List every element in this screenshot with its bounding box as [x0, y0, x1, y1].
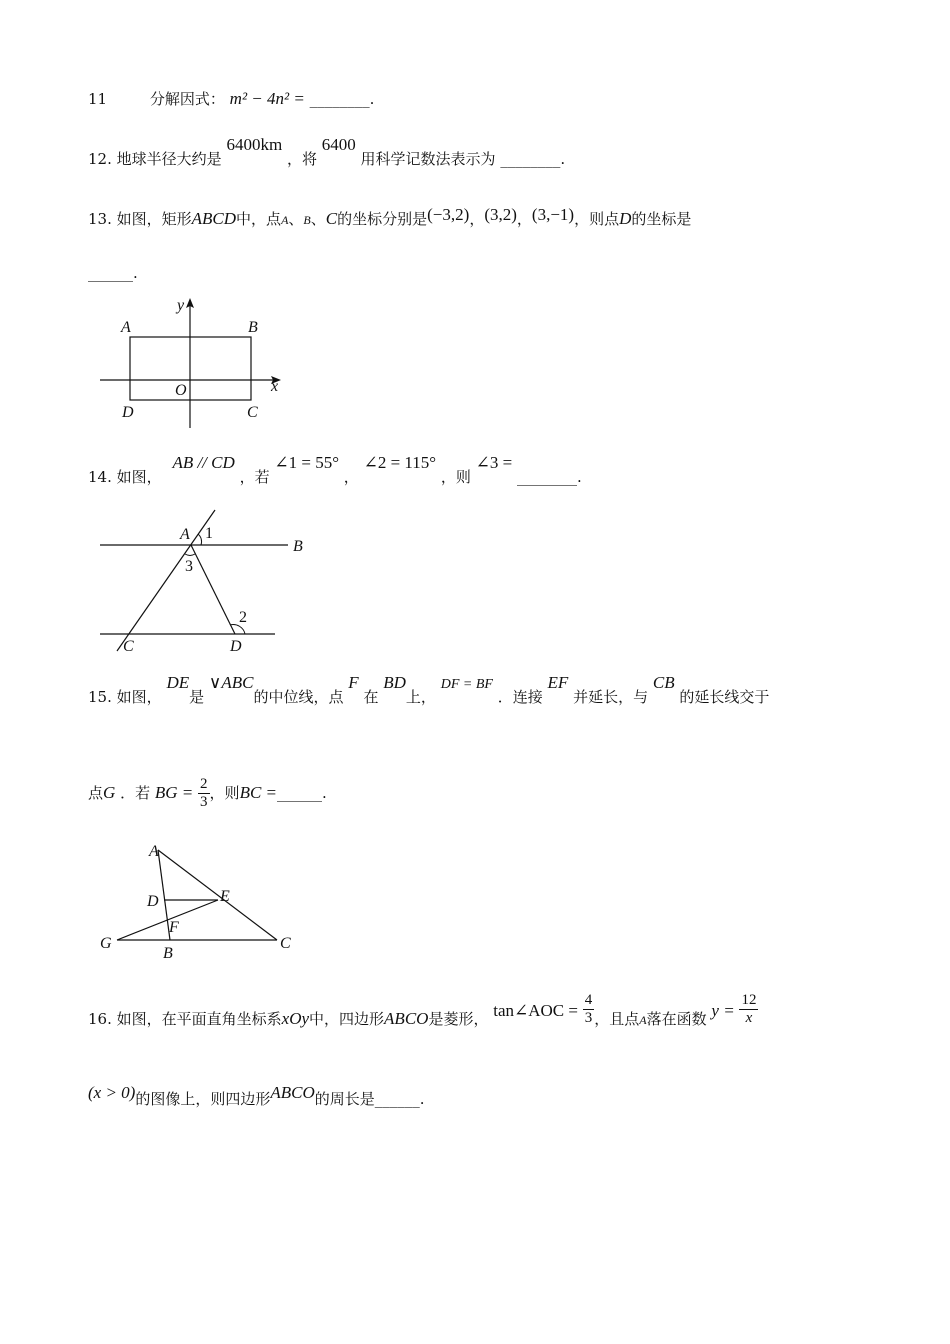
q16-abco: ABCO: [384, 1008, 429, 1028]
q13-text-3: 的坐标分别是: [337, 210, 428, 228]
q16-text-1: 如图，在平面直角坐标系: [116, 1009, 282, 1028]
q13-fig-label-b: B: [248, 319, 258, 336]
q13-rectangle-figure: [95, 290, 295, 430]
q16-answer-blank: ______.: [374, 1090, 425, 1108]
q15-g: G: [103, 782, 116, 802]
q12-text-2: ，将: [286, 150, 317, 168]
q15-answer-blank: ______.: [277, 783, 327, 802]
q14-text-1: 如图，: [116, 468, 162, 486]
q15-text-6: ．连接: [497, 688, 543, 706]
q13-coord-b: (3,2): [484, 205, 517, 224]
q14-angle-3: ∠3 =: [475, 453, 513, 472]
q16-number: 16.: [88, 1009, 112, 1028]
q14-answer-blank: ________.: [517, 468, 582, 486]
q13-fig-label-d: D: [122, 404, 134, 421]
question-13: [88, 205, 692, 229]
q13-point-b: B: [303, 213, 311, 227]
question-16-line-2: [88, 1083, 425, 1109]
q13-text-2: 中，点: [236, 210, 282, 228]
q13-comma-1: ，: [469, 210, 485, 228]
q15-text-11: ，则: [209, 783, 240, 802]
q14-text-2: ，若: [239, 468, 270, 486]
q16-func-num: 12: [739, 992, 758, 1010]
q11-expression: m² − 4n² =: [229, 89, 305, 108]
q13-coord-c: (3,−1): [531, 205, 575, 224]
q13-point-c: C: [325, 209, 338, 228]
q15-fraction: [198, 776, 210, 812]
q13-rect-name: ABCD: [191, 209, 237, 228]
q14-parallel-lines-figure: [95, 505, 315, 660]
q13-point-a: A: [281, 213, 289, 227]
q13-sep-1: 、: [288, 210, 304, 228]
q13-point-d: D: [619, 209, 632, 228]
q12-text-1: 地球半径大约是: [116, 150, 222, 168]
q13-number: 13.: [88, 210, 112, 228]
q14-text-4: ，则: [440, 468, 471, 486]
q13-fig-label-c: C: [247, 404, 258, 421]
q12-value-km: 6400km: [226, 135, 283, 154]
q14-fig-label-b: B: [293, 538, 303, 555]
q15-ef: EF: [547, 673, 569, 692]
q15-fig-label-c: C: [280, 935, 291, 952]
q15-text-4: 在: [363, 688, 379, 706]
q13-text-1: 如图，矩形: [116, 210, 192, 228]
q15-text-3: 的中位线，点: [253, 688, 344, 706]
q16-text-3: 是菱形，: [428, 1009, 489, 1028]
q16-function-fraction: [739, 992, 758, 1028]
q13-sep-2: 、: [310, 210, 326, 228]
q14-fig-label-c: C: [123, 638, 134, 655]
question-15-line-2: [88, 776, 327, 812]
q13-fig-label-y: y: [177, 297, 185, 314]
q12-value: 6400: [321, 135, 356, 154]
q15-fig-label-a: A: [149, 843, 159, 860]
q15-text-7: 并延长，与: [573, 688, 649, 706]
question-12: [88, 135, 566, 169]
q16-frac-den: 3: [584, 1010, 593, 1027]
question-14: [88, 453, 582, 487]
q15-bd: BD: [383, 673, 406, 692]
q15-bg: BG =: [154, 782, 194, 802]
q15-text-8: 的延长线交于: [679, 688, 770, 706]
q16-text-4: ，且点: [594, 1009, 640, 1028]
q14-fig-label-a: A: [180, 526, 190, 543]
q11-number: 11: [88, 90, 108, 108]
q15-cb: CB: [652, 673, 675, 692]
q14-angle-1: ∠1 = 55°: [274, 453, 339, 472]
q15-triangle: ∨ABC: [208, 673, 254, 692]
q16-text-7: 的周长是: [314, 1090, 375, 1108]
q15-frac-den: 3: [200, 794, 208, 811]
q12-text-3: 用科学记数法表示为: [360, 150, 496, 168]
q13-text-4: ，则点: [574, 210, 620, 228]
q14-text-3: ，: [343, 468, 359, 486]
q16-y-eq: y =: [711, 1000, 735, 1020]
q16-text-5: 落在函数: [646, 1009, 707, 1028]
q11-text: 分解因式：: [149, 90, 225, 108]
q15-fig-label-g: G: [100, 935, 112, 952]
q16-text-6: 的图像上，则四边形: [135, 1090, 271, 1108]
q16-tan: tan∠AOC =: [493, 1000, 578, 1020]
q15-bc: BC =: [239, 782, 278, 802]
q16-frac-num: 4: [583, 992, 595, 1010]
q14-fig-label-d: D: [230, 638, 242, 655]
q16-xoy: xOy: [281, 1008, 310, 1028]
q14-fig-angle-1: 1: [205, 525, 213, 542]
q14-fig-angle-3: 3: [185, 558, 193, 575]
q13-comma-2: ，: [516, 210, 532, 228]
q15-text-9: 点: [88, 783, 104, 802]
q15-df-bf: DF = BF: [440, 677, 493, 692]
q16-text-2: 中，四边形: [309, 1009, 385, 1028]
q14-angle-2: ∠2 = 115°: [363, 453, 437, 472]
q12-answer-blank: ________.: [500, 150, 566, 168]
q13-fig-label-a: A: [121, 319, 131, 336]
q11-answer-blank: ________.: [309, 90, 375, 108]
q15-triangle-figure: [95, 838, 315, 963]
q15-text-1: 如图，: [116, 688, 162, 706]
q15-text-10: ．若: [120, 783, 151, 802]
q14-parallel-expr: AB // CD: [172, 453, 235, 472]
q15-number: 15.: [88, 688, 112, 706]
q15-f: F: [348, 673, 359, 692]
q15-de: DE: [166, 673, 190, 692]
q13-coord-a: (−3,2): [427, 205, 470, 224]
question-15: [88, 673, 770, 707]
q16-fraction: [583, 992, 595, 1028]
question-11: [88, 88, 374, 109]
q16-domain: (x > 0): [88, 1083, 136, 1102]
q15-fig-label-d: D: [147, 893, 159, 910]
q13-text-5: 的坐标是: [631, 210, 692, 228]
q15-fig-label-e: E: [220, 888, 230, 905]
q13-fig-label-x: x: [271, 378, 279, 395]
q16-point-a: A: [639, 1012, 647, 1027]
q15-frac-num: 2: [198, 776, 210, 794]
q14-number: 14.: [88, 468, 112, 486]
q13-fig-label-o: O: [175, 382, 187, 399]
q15-fig-label-f: F: [169, 919, 179, 936]
q12-number: 12.: [88, 150, 112, 168]
q15-fig-label-b: B: [163, 945, 173, 962]
q16-abco-2: ABCO: [270, 1083, 315, 1102]
q15-text-5: 上，: [405, 688, 436, 706]
q15-text-2: 是: [189, 688, 205, 706]
q16-func-den: x: [745, 1010, 753, 1027]
q13-answer-blank: ______.: [88, 264, 138, 282]
question-16: [88, 992, 758, 1038]
q14-fig-angle-2: 2: [239, 609, 247, 626]
